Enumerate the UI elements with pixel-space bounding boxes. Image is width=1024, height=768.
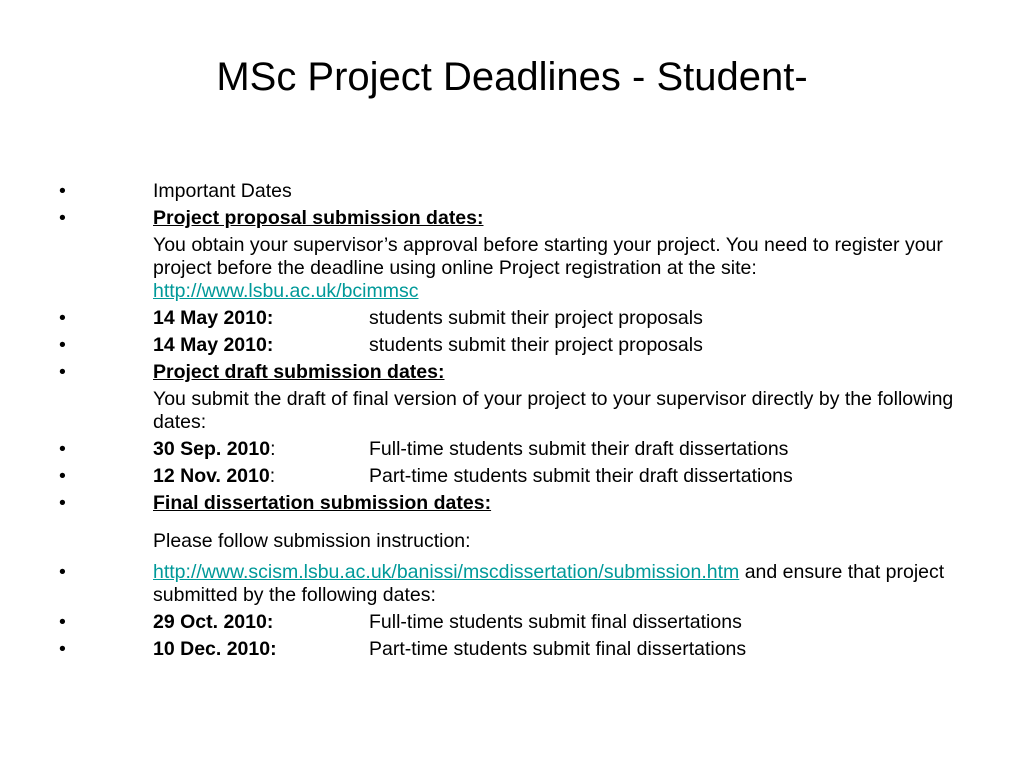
bullet: • [59, 361, 66, 383]
list-item-draft-date-2 [0, 465, 1024, 492]
deadline-date: 10 Dec. 2010: [153, 638, 277, 660]
slide-title: MSc Project Deadlines - Student- [216, 55, 808, 99]
bullet: • [59, 307, 66, 329]
bullet: • [59, 207, 66, 229]
deadline-date: 14 May 2010: [153, 334, 274, 356]
bullet: • [59, 638, 66, 660]
deadline-colon: : [270, 438, 276, 460]
deadline-description: Full-time students submit their draft dissertations [369, 438, 789, 460]
list-item-proposal-heading [0, 207, 1024, 234]
final-heading: Final dissertation submission dates: [153, 492, 492, 514]
submission-link[interactable]: http://www.scism.lsbu.ac.uk/banissi/mscdissertation/submission.htm [153, 561, 740, 583]
deadline-date: 29 Oct. 2010: [153, 611, 274, 633]
deadline-date: 12 Nov. 2010 [153, 465, 270, 487]
list-item-final-date-1 [0, 611, 1024, 638]
bullet: • [59, 334, 66, 356]
registration-link[interactable]: http://www.lsbu.ac.uk/bcimmsc [153, 280, 419, 302]
list-item-final-link [0, 561, 1024, 611]
list-item-proposal-date-1 [0, 307, 1024, 334]
important-dates-label: Important Dates [153, 180, 292, 202]
draft-heading: Project draft submission dates: [153, 361, 445, 383]
bullet: • [59, 561, 66, 583]
list-item-important-dates [0, 180, 1024, 207]
bullet: • [59, 492, 66, 514]
bullet: • [59, 180, 66, 202]
bullet: • [59, 611, 66, 633]
deadline-description: Full-time students submit final dissertations [369, 611, 742, 633]
deadline-date: 14 May 2010: [153, 307, 274, 329]
proposal-heading: Project proposal submission dates: [153, 207, 484, 229]
final-instruction-paragraph [0, 530, 1024, 561]
proposal-text: You obtain your supervisor’s approval before starting your project. You need to register your project before the deadline using online Project registration at the site: [153, 234, 943, 279]
list-item-final-date-2 [0, 638, 1024, 665]
deadline-description: Part-time students submit their draft dissertations [369, 465, 793, 487]
draft-paragraph [0, 388, 1024, 438]
draft-text: You submit the draft of final version of your project to your supervisor directly by the following dates: [153, 388, 954, 433]
deadline-colon: : [269, 465, 276, 487]
bullet: • [59, 438, 66, 460]
deadline-description: students submit their project proposals [369, 334, 703, 356]
bullet: • [59, 465, 66, 487]
list-item-draft-heading [0, 361, 1024, 388]
list-item-draft-date-1 [0, 438, 1024, 465]
deadline-date: 30 Sep. 2010 [153, 438, 271, 460]
final-instruction: Please follow submission instruction: [153, 530, 471, 552]
deadline-description: students submit their project proposals [369, 307, 703, 329]
proposal-paragraph [0, 234, 1024, 307]
list-item-final-heading [0, 492, 1024, 530]
list-item-proposal-date-2 [0, 334, 1024, 361]
final-link-suffix: and ensure that project submitted by the following dates: [153, 561, 945, 606]
slide-content [0, 180, 1024, 665]
deadline-description: Part-time students submit final dissertations [369, 638, 747, 660]
